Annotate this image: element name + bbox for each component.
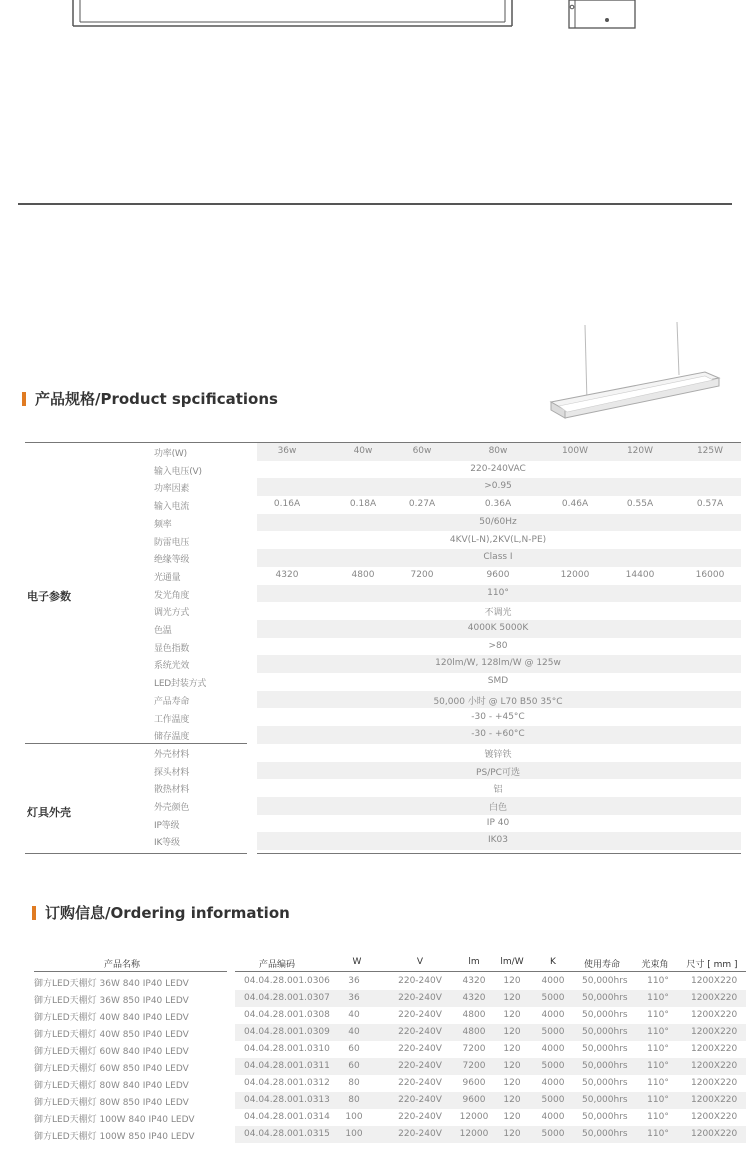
spec-values: [257, 655, 741, 673]
spec-row: [25, 532, 741, 550]
table-row: [34, 1092, 746, 1109]
spec-title-text: 产品规格/Product spcifications: [35, 390, 278, 408]
table-cell: 220-240V: [398, 1129, 442, 1139]
column-header: V: [416, 957, 424, 967]
spec-value: 铝: [493, 785, 503, 796]
table-cell: 5000: [541, 1129, 565, 1139]
spec-value: 40w: [353, 446, 373, 456]
spec-row: [25, 797, 741, 815]
table-cell: 御方LED天棚灯 60W 850 IP40 LEDV: [34, 1064, 189, 1074]
spec-label: 频率: [154, 519, 172, 530]
table-cell: 60: [348, 1061, 360, 1071]
table-cell: 220-240V: [398, 1112, 442, 1122]
spec-value: 120W: [626, 446, 654, 456]
luminaire-illustration: [545, 320, 735, 425]
spec-label: 发光角度: [154, 590, 190, 601]
spec-values: [257, 461, 741, 479]
table-cell: 110°: [647, 1129, 669, 1139]
table-cell: 1200X220: [691, 1078, 738, 1088]
spec-row: [25, 496, 741, 514]
spec-row: [25, 832, 741, 850]
table-cell: 04.04.28.001.0309: [244, 1027, 330, 1037]
table-cell: 9600: [462, 1095, 486, 1105]
table-rule: [25, 853, 247, 854]
table-rule: [235, 971, 746, 972]
table-cell: 1200X220: [691, 1112, 738, 1122]
table-cell: 36: [348, 993, 360, 1003]
table-cell: 1200X220: [691, 1027, 738, 1037]
table-cell: 4320: [462, 976, 486, 986]
table-cell: 9600: [462, 1078, 486, 1088]
spec-value: SMD: [487, 676, 509, 687]
table-cell: 220-240V: [398, 1078, 442, 1088]
spec-values: [257, 549, 741, 567]
column-header: lm: [468, 957, 480, 967]
spec-value: 0.18A: [349, 499, 377, 510]
spec-value: 0.36A: [484, 499, 512, 510]
column-header: 产品编码: [258, 960, 296, 970]
dimension-drawing: [0, 0, 750, 32]
table-cell: 5000: [541, 1061, 565, 1071]
table-cell: 4000: [541, 1078, 565, 1088]
spec-value: 125W: [696, 446, 724, 456]
table-row: [34, 1041, 746, 1058]
spec-row: [25, 567, 741, 585]
table-cell: 120: [503, 1044, 521, 1054]
table-cell: 50,000hrs: [582, 1112, 628, 1122]
table-cell: 120: [503, 1078, 521, 1088]
spec-label: 散热材料: [154, 785, 190, 796]
spec-value: 不调光: [484, 608, 512, 619]
table-cell: 5000: [541, 993, 565, 1003]
table-cell: 4000: [541, 1112, 565, 1122]
table-cell: 110°: [647, 1078, 669, 1088]
table-cell: 100: [345, 1112, 363, 1122]
table-cell: 50,000hrs: [582, 1027, 628, 1037]
table-cell: 110°: [647, 1112, 669, 1122]
spec-row: [25, 726, 741, 744]
spec-row: [25, 585, 741, 603]
spec-values: [257, 620, 741, 638]
table-cell: 220-240V: [398, 993, 442, 1003]
spec-value: PS/PC可选: [476, 767, 520, 778]
table-cell: 120: [503, 1010, 521, 1020]
spec-value: 0.55A: [626, 499, 654, 510]
table-cell: 120: [503, 976, 521, 986]
table-cell: 220-240V: [398, 1027, 442, 1037]
spec-label: 防雷电压: [154, 537, 190, 548]
table-cell: 50,000hrs: [582, 1078, 628, 1088]
spec-label: 系统光效: [154, 661, 190, 672]
title-accent-bar: [22, 392, 26, 406]
table-cell: 4800: [462, 1010, 486, 1020]
spec-value: 0.27A: [408, 499, 436, 510]
spec-row: [25, 461, 741, 479]
table-cell: 110°: [647, 1010, 669, 1020]
table-cell: 110°: [647, 1044, 669, 1054]
spec-value: 0.57A: [696, 499, 724, 510]
spec-value: 110°: [487, 587, 509, 598]
table-cell: 220-240V: [398, 1010, 442, 1020]
table-cell: 御方LED天棚灯 36W 840 IP40 LEDV: [34, 979, 189, 989]
spec-value: >80: [488, 640, 508, 651]
category-housing: 灯具外壳: [27, 806, 71, 819]
spec-values: [257, 567, 741, 585]
table-cell: 1200X220: [691, 993, 738, 1003]
table-cell: 04.04.28.001.0310: [244, 1044, 330, 1054]
table-row: [34, 1007, 746, 1024]
table-cell: 220-240V: [398, 1095, 442, 1105]
table-cell: 120: [503, 993, 521, 1003]
table-cell: 60: [348, 1044, 360, 1054]
table-cell: 御方LED天棚灯 100W 840 IP40 LEDV: [34, 1115, 195, 1125]
spec-value: 4KV(L-N),2KV(L,N-PE): [449, 534, 547, 545]
table-cell: 110°: [647, 1027, 669, 1037]
table-cell: 1200X220: [691, 1095, 738, 1105]
table-cell: 50,000hrs: [582, 1061, 628, 1071]
table-cell: 36: [348, 976, 360, 986]
spec-values: [257, 585, 741, 603]
table-cell: 04.04.28.001.0311: [244, 1061, 330, 1071]
column-header: 使用寿命: [583, 960, 621, 970]
table-cell: 御方LED天棚灯 36W 850 IP40 LEDV: [34, 996, 189, 1006]
spec-values: [257, 832, 741, 850]
spec-row: [25, 620, 741, 638]
spec-label: IK等级: [154, 838, 180, 849]
spec-row: [25, 762, 741, 780]
spec-values: [257, 496, 741, 514]
spec-value: 0.16A: [273, 499, 301, 510]
spec-row: [25, 779, 741, 797]
table-cell: 4000: [541, 976, 565, 986]
spec-values: [257, 815, 741, 833]
table-cell: 50,000hrs: [582, 976, 628, 986]
spec-row: [25, 691, 741, 709]
table-cell: 1200X220: [691, 1129, 738, 1139]
table-cell: 12000: [459, 1112, 489, 1122]
table-cell: 40: [348, 1010, 360, 1020]
spec-label: LED封装方式: [154, 679, 207, 690]
spec-row: [25, 815, 741, 833]
table-cell: 04.04.28.001.0312: [244, 1078, 330, 1088]
table-cell: 50,000hrs: [582, 993, 628, 1003]
table-rule: [257, 853, 741, 854]
spec-value: 7200: [410, 569, 434, 580]
table-cell: 50,000hrs: [582, 1129, 628, 1139]
table-cell: 220-240V: [398, 1061, 442, 1071]
spec-value: 12000: [560, 569, 590, 580]
spec-values: [257, 638, 741, 656]
table-cell: 110°: [647, 1061, 669, 1071]
table-row: [34, 1126, 746, 1143]
table-cell: 1200X220: [691, 1044, 738, 1054]
spec-value: 0.46A: [561, 499, 589, 510]
spec-value: 80w: [488, 446, 508, 456]
spec-label: 探头材料: [154, 767, 190, 778]
table-cell: 04.04.28.001.0307: [244, 993, 330, 1003]
table-cell: 御方LED天棚灯 40W 840 IP40 LEDV: [34, 1013, 189, 1023]
table-row: [34, 1024, 746, 1041]
table-cell: 110°: [647, 976, 669, 986]
table-cell: 御方LED天棚灯 80W 840 IP40 LEDV: [34, 1081, 189, 1091]
column-header: 产品名称: [103, 960, 141, 970]
spec-value: 16000: [695, 569, 725, 580]
table-cell: 5000: [541, 1095, 565, 1105]
spec-label: 产品寿命: [154, 696, 190, 707]
spec-values: [257, 779, 741, 797]
table-cell: 04.04.28.001.0313: [244, 1095, 330, 1105]
spec-label: 显色指数: [154, 643, 190, 654]
table-cell: 04.04.28.001.0315: [244, 1129, 330, 1139]
spec-value: 9600: [486, 569, 510, 580]
table-cell: 7200: [462, 1044, 486, 1054]
spec-label: 绝缘等级: [154, 555, 190, 566]
spec-value: 120lm/W, 128lm/W @ 125w: [435, 658, 561, 669]
table-row: [34, 1109, 746, 1126]
spec-row: [25, 478, 741, 496]
spec-value: 220-240VAC: [470, 463, 526, 474]
spec-row: [25, 744, 741, 762]
column-header: K: [550, 957, 556, 967]
table-cell: 御方LED天棚灯 40W 850 IP40 LEDV: [34, 1030, 189, 1040]
table-cell: 12000: [459, 1129, 489, 1139]
table-rule: [34, 971, 227, 972]
table-cell: 50,000hrs: [582, 1095, 628, 1105]
spec-row: [25, 709, 741, 727]
table-cell: 120: [503, 1112, 521, 1122]
table-cell: 御方LED天棚灯 80W 850 IP40 LEDV: [34, 1098, 189, 1108]
spec-row: [25, 443, 741, 461]
table-cell: 50,000hrs: [582, 1010, 628, 1020]
spec-value: IP 40: [486, 817, 510, 828]
spec-value: 4320: [275, 569, 299, 580]
table-cell: 4320: [462, 993, 486, 1003]
column-header: 光束角: [641, 960, 669, 970]
table-cell: 120: [503, 1027, 521, 1037]
table-cell: 120: [503, 1129, 521, 1139]
spec-label: 储存温度: [154, 732, 190, 743]
table-cell: 80: [348, 1078, 360, 1088]
table-cell: 4000: [541, 1010, 565, 1020]
table-cell: 50,000hrs: [582, 1044, 628, 1054]
spec-values: [257, 709, 741, 727]
spec-label: 外壳材料: [154, 749, 190, 760]
table-row: [34, 990, 746, 1007]
spec-value: 50,000 小时 @ L70 B50 35°C: [433, 696, 563, 707]
spec-values: [257, 443, 741, 461]
spec-values: [257, 532, 741, 550]
spec-value: -30 - +45°C: [471, 711, 525, 722]
spec-values: [257, 691, 741, 709]
order-table-header: [34, 952, 746, 972]
table-cell: 80: [348, 1095, 360, 1105]
table-cell: 御方LED天棚灯 60W 840 IP40 LEDV: [34, 1047, 189, 1057]
category-electrical: 电子参数: [27, 590, 71, 603]
table-cell: 40: [348, 1027, 360, 1037]
table-row: [34, 973, 746, 990]
spec-value: 4000K 5000K: [467, 623, 529, 633]
spec-values: [257, 797, 741, 815]
column-header: 尺寸 [ mm ]: [686, 960, 738, 970]
column-header: lm/W: [500, 957, 524, 967]
spec-value: 60w: [412, 446, 432, 456]
spec-value: 镀锌铁: [484, 749, 512, 760]
order-section-title: [32, 902, 290, 923]
table-row: [34, 1058, 746, 1075]
table-cell: 04.04.28.001.0314: [244, 1112, 330, 1122]
spec-row: [25, 549, 741, 567]
spec-label: 工作温度: [154, 714, 190, 725]
spec-section-title: [22, 388, 278, 409]
spec-values: [257, 673, 741, 691]
section-divider: [18, 203, 732, 205]
spec-value: 白色: [488, 803, 508, 813]
table-cell: 220-240V: [398, 1044, 442, 1054]
table-cell: 御方LED天棚灯 100W 850 IP40 LEDV: [34, 1132, 195, 1142]
spec-row: [25, 602, 741, 620]
table-cell: 100: [345, 1129, 363, 1139]
table-cell: 7200: [462, 1061, 486, 1071]
spec-row: [25, 655, 741, 673]
spec-value: Class I: [483, 552, 513, 563]
table-cell: 4800: [462, 1027, 486, 1037]
table-cell: 110°: [647, 1095, 669, 1105]
spec-values: [257, 514, 741, 532]
spec-label: 输入电压(V): [154, 466, 202, 477]
table-cell: 120: [503, 1061, 521, 1071]
spec-values: [257, 726, 741, 744]
spec-value: 50/60Hz: [479, 516, 517, 527]
table-cell: 04.04.28.001.0306: [244, 976, 330, 986]
spec-value: 14400: [625, 569, 655, 580]
table-cell: 220-240V: [398, 976, 442, 986]
table-cell: 1200X220: [691, 1010, 738, 1020]
spec-value: IK03: [487, 835, 509, 846]
spec-value: 36w: [277, 446, 297, 456]
table-cell: 110°: [647, 993, 669, 1003]
table-row: [34, 1075, 746, 1092]
spec-label: 功率因素: [154, 484, 190, 495]
spec-values: [257, 602, 741, 620]
spec-row: [25, 514, 741, 532]
spec-value: -30 - +60°C: [471, 729, 525, 740]
table-cell: 1200X220: [691, 976, 738, 986]
spec-values: [257, 744, 741, 762]
table-cell: 5000: [541, 1027, 565, 1037]
table-cell: 120: [503, 1095, 521, 1105]
table-cell: 04.04.28.001.0308: [244, 1010, 330, 1020]
title-accent-bar: [32, 906, 36, 920]
spec-value: 100W: [561, 446, 589, 456]
spec-label: 调光方式: [154, 608, 190, 619]
spec-value: >0.95: [484, 481, 512, 492]
spec-label: 光通量: [154, 572, 181, 583]
table-cell: 1200X220: [691, 1061, 738, 1071]
spec-label: 功率(W): [154, 449, 187, 459]
spec-row: [25, 673, 741, 691]
spec-row: [25, 638, 741, 656]
column-header: W: [352, 957, 362, 967]
order-title-text: 订购信息/Ordering information: [45, 904, 290, 922]
spec-values: [257, 762, 741, 780]
spec-label: 色温: [154, 626, 172, 636]
spec-label: IP等级: [154, 820, 180, 831]
spec-label: 输入电流: [154, 502, 190, 513]
spec-value: 4800: [351, 569, 375, 580]
spec-values: [257, 478, 741, 496]
table-cell: 4000: [541, 1044, 565, 1054]
spec-label: 外壳颜色: [154, 803, 190, 813]
